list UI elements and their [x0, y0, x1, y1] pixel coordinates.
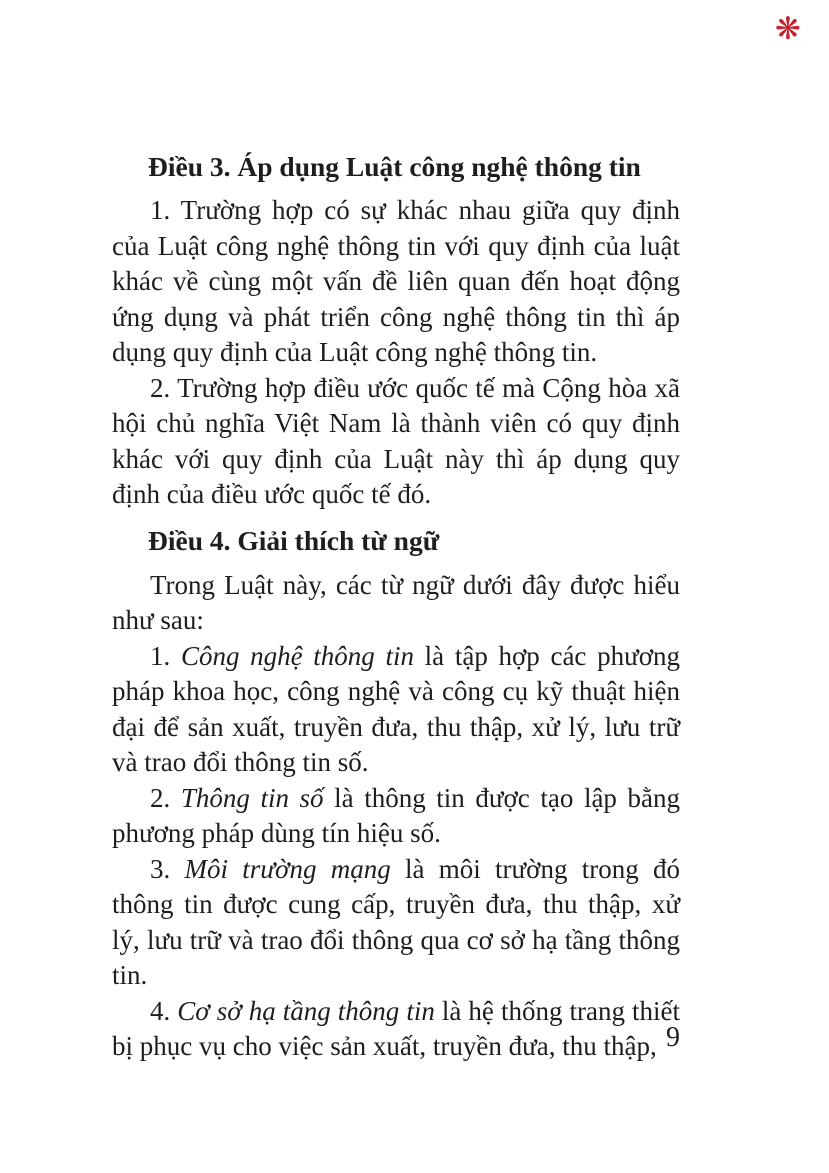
definition-term: Thông tin số	[180, 782, 324, 813]
definition-text: là tập hợp các phương pháp khoa học, công nghệ và công cụ kỹ thuật hiện đại để sản xuất, truyền đưa, thu thập, xử lý, lưu trữ và trao đổi thông tin số.	[112, 640, 680, 777]
definition-text: là môi trường trong đó thông tin được cung cấp, truyền đưa, thu thập, xử lý, lưu trữ và trao đổi thông qua cơ sở hạ tầng thông tin.	[112, 853, 681, 990]
definition-item	[112, 781, 680, 852]
page-number: 9	[666, 1022, 680, 1053]
page-text-block	[112, 0, 680, 1065]
article-4-heading: Điều 4. Giải thích từ ngữ	[148, 524, 440, 556]
definition-number: 2.	[150, 782, 181, 813]
definition-term: Môi trường mạng	[184, 853, 391, 884]
definition-term: Cơ sở hạ tầng thông tin	[177, 995, 435, 1026]
article-4-intro: Trong Luật này, các từ ngữ dưới đây được hiểu như sau:	[112, 569, 680, 635]
article-3-clause-1: 1. Trường hợp có sự khác nhau giữa quy định của Luật công nghệ thông tin với quy định của luật khác về cùng một vấn đề liên quan đến hoạt động ứng dụng và phát triển công nghệ thông tin thì áp dụng quy định của Luật công nghệ thông tin.	[112, 195, 680, 367]
definition-term: Công nghệ thông tin	[180, 640, 414, 671]
definition-number: 4.	[150, 995, 178, 1026]
definition-item	[112, 639, 680, 781]
definition-text: là hệ thống trang thiết bị phục vụ cho việc sản xuất, truyền đưa, thu thập,	[112, 995, 681, 1061]
article-3-heading: Điều 3. Áp dụng Luật công nghệ thông tin	[148, 151, 641, 182]
definition-item	[112, 994, 680, 1065]
definition-item	[112, 852, 680, 994]
flower-asterisk-icon: ❋	[775, 11, 801, 47]
definition-number: 1.	[150, 640, 181, 671]
article-3-clause-2: 2. Trường hợp điều ước quốc tế mà Cộng hòa xã hội chủ nghĩa Việt Nam là thành viên có quy định khác với quy định của Luật này thì áp dụng quy định của điều ước quốc tế đó.	[112, 372, 680, 509]
definition-text: là thông tin được tạo lập bằng phương pháp dùng tín hiệu số.	[112, 782, 680, 848]
definition-number: 3.	[150, 853, 185, 884]
